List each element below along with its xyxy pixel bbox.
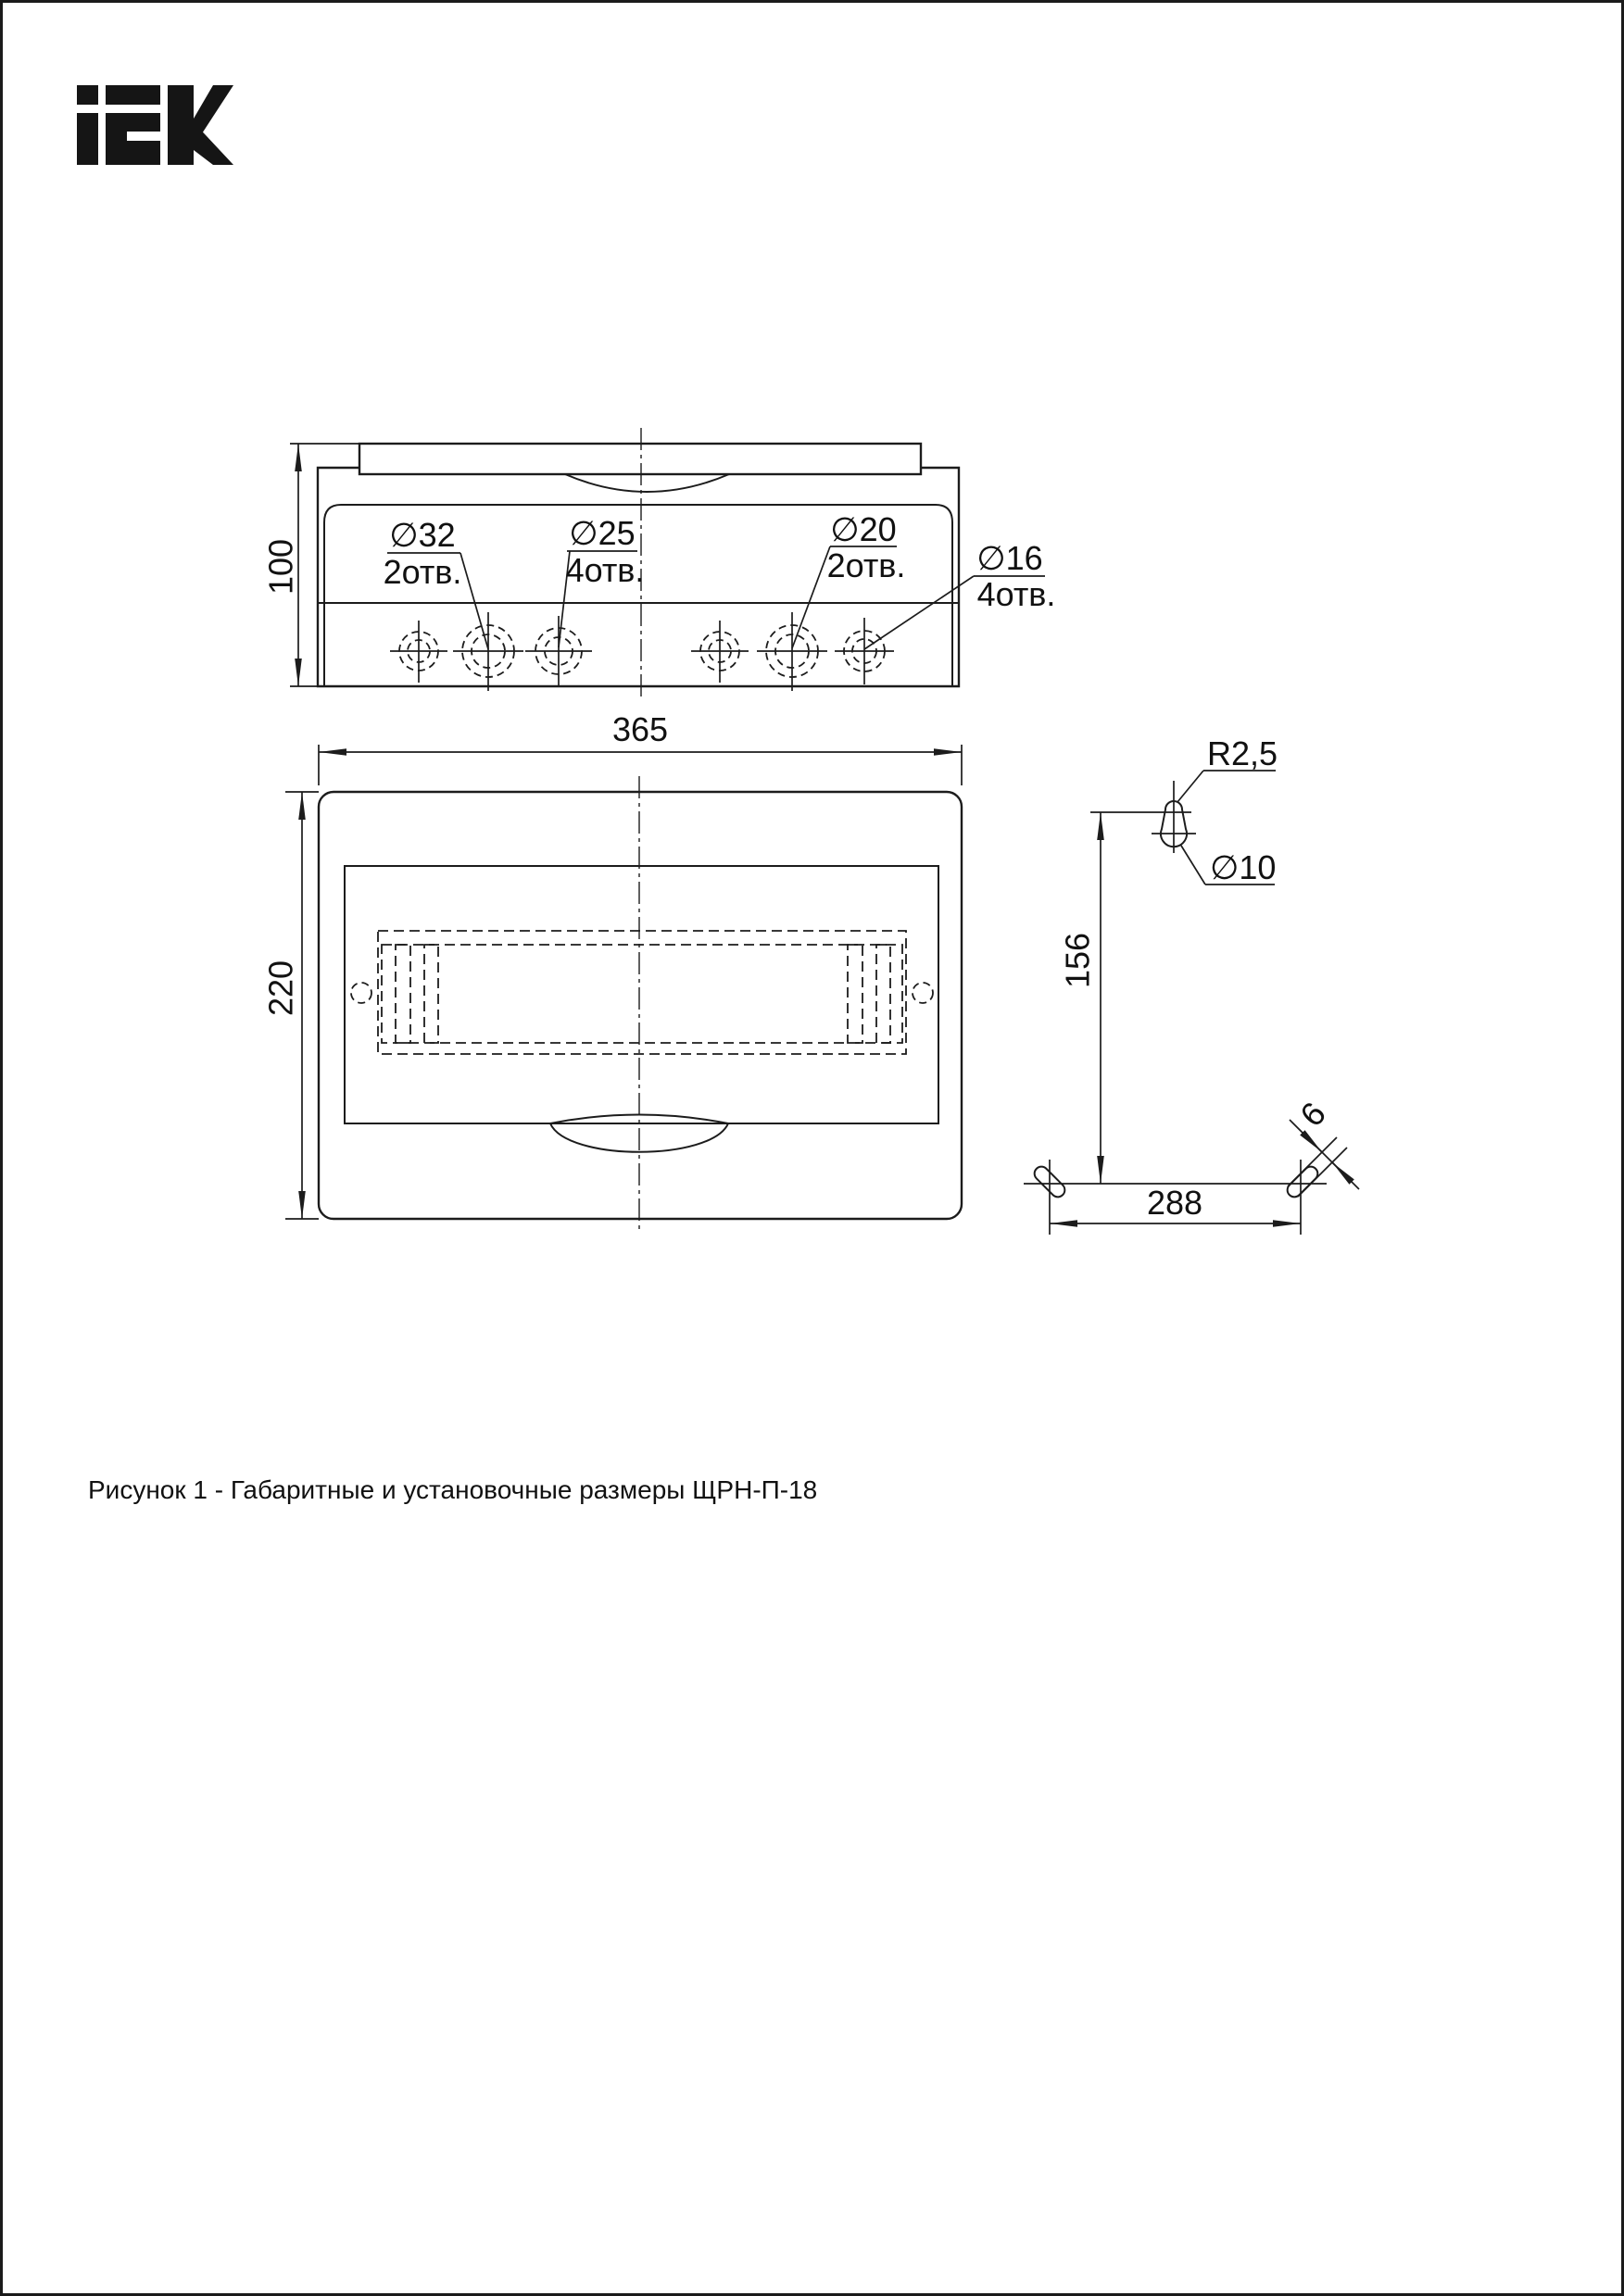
knockout-6	[835, 618, 894, 684]
label-d32: ∅32	[389, 516, 456, 554]
din-window-inner	[382, 945, 902, 1043]
dim-288: 288	[1146, 1184, 1203, 1222]
slot-width-ext-1	[1288, 1137, 1337, 1186]
knockout-5	[757, 612, 827, 691]
dim-156: 156	[1058, 932, 1097, 989]
label-d16: ∅16	[976, 539, 1043, 577]
din-module-right-1	[848, 945, 862, 1043]
label-d25: ∅25	[569, 514, 636, 552]
leader-d16	[864, 576, 974, 649]
logo-e-top	[106, 85, 160, 105]
technical-drawing	[3, 3, 1621, 2293]
callout-d32	[384, 516, 488, 649]
knockout-1	[390, 621, 447, 683]
top-view-handle-arc	[565, 474, 729, 492]
screw-hole-right	[913, 983, 933, 1003]
dim-100: 100	[261, 538, 300, 596]
iek-logo	[77, 85, 233, 165]
front-view-door	[345, 866, 938, 1123]
label-d10: ∅10	[1210, 848, 1277, 886]
label-d25-holes: 4отв.	[565, 551, 645, 589]
logo-e-body	[106, 113, 160, 165]
leader-r25	[1177, 771, 1203, 802]
dim-6: 6	[1292, 1094, 1333, 1135]
label-r25: R2,5	[1207, 734, 1278, 772]
logo-i-dot	[77, 85, 98, 105]
dim-365: 365	[611, 710, 669, 748]
mounting-view	[1024, 734, 1359, 1235]
logo-i-stem	[77, 113, 98, 165]
din-module-left-2	[424, 945, 438, 1043]
leader-d32	[460, 553, 488, 649]
leader-d20	[792, 546, 830, 648]
logo-k-stem	[168, 85, 194, 165]
screw-hole-left	[351, 983, 371, 1003]
knockout-4	[691, 621, 749, 683]
knockout-3	[525, 616, 592, 687]
top-view-lid	[359, 444, 921, 474]
figure-caption: Рисунок 1 - Габаритные и установочные размеры ЩРН-П-18	[88, 1475, 818, 1504]
knockout-2	[453, 612, 523, 691]
din-module-left-1	[396, 945, 410, 1043]
front-view	[262, 710, 963, 1234]
label-d32-holes: 2отв.	[383, 553, 462, 591]
din-module-right-2	[876, 945, 890, 1043]
leader-d10	[1181, 846, 1205, 885]
front-view-box	[319, 792, 962, 1219]
din-window-outer	[378, 931, 906, 1054]
callout-d20	[792, 510, 905, 648]
dim-220: 220	[261, 960, 300, 1017]
callout-d25	[559, 514, 644, 647]
label-d20: ∅20	[830, 510, 897, 548]
label-d16-holes: 4отв.	[976, 575, 1056, 613]
top-view	[262, 428, 1056, 700]
label-d20-holes: 2отв.	[826, 546, 906, 584]
mount-slot-right	[1285, 1164, 1321, 1200]
slot-width-ext-2	[1298, 1148, 1347, 1197]
